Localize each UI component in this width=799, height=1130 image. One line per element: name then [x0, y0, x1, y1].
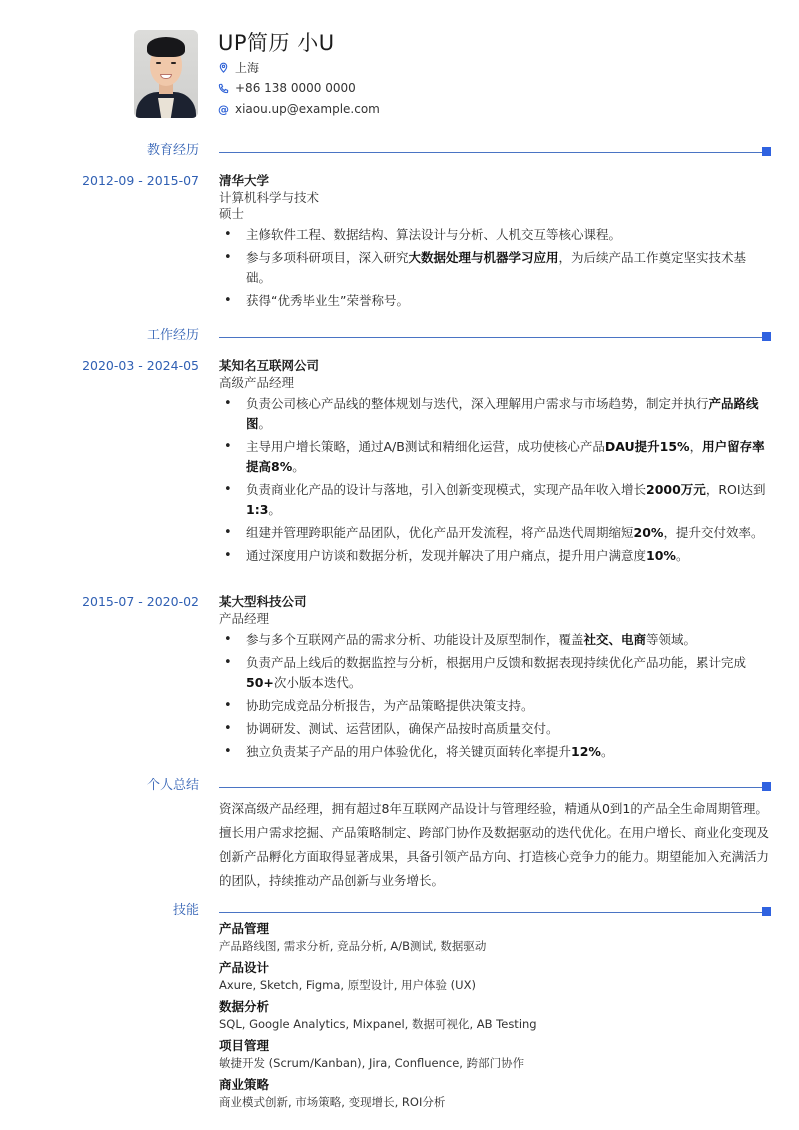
skill-name: 数据分析 [219, 999, 270, 1014]
contact-email [218, 99, 380, 119]
section-divider [219, 152, 769, 153]
resume-header [134, 30, 380, 120]
section-education-header [0, 141, 799, 161]
skill-group [219, 959, 771, 993]
bullet-item: • 参与多个互联网产品的需求分析、功能设计及原型制作，覆盖社交、电商等领域。 [219, 630, 771, 650]
company-name: 某大型科技公司 [219, 594, 307, 609]
bullet-item: • 主修软件工程、数据结构、算法设计与分析、人机交互等核心课程。 [219, 225, 771, 245]
section-end-marker [762, 907, 771, 916]
skill-name: 项目管理 [219, 1038, 270, 1053]
school-name: 清华大学 [219, 173, 270, 188]
skill-items: Axure, Sketch, Figma, 原型设计, 用户体验 (UX) [219, 978, 476, 992]
entry-date: 2015-07 - 2020-02 [82, 594, 199, 609]
section-divider [219, 787, 769, 788]
skill-items: SQL, Google Analytics, Mixpanel, 数据可视化, AB Testing [219, 1017, 537, 1031]
summary-text: 资深高级产品经理，拥有超过8年互联网产品设计与管理经验，精通从0到1的产品全生命周期管理。擅长用户需求挖掘、产品策略制定、跨部门协作及数据驱动的迭代优化。在用户增长、商业化变现及创新产品孵化方面取得显著成果，具备引领产品方向、打造核心竞争力的能力。期望能加入充满活力的团队，持续推动产品创新与业务增长。 [219, 801, 770, 888]
skill-items: 产品路线图, 需求分析, 竞品分析, A/B测试, 数据驱动 [219, 939, 487, 953]
skill-items: 商业模式创新, 市场策略, 变现增长, ROI分析 [219, 1095, 446, 1109]
bullet-item: • 主导用户增长策略，通过A/B测试和精细化运营，成功使核心产品DAU提升15%，用户留存率提高8%。 [219, 437, 771, 477]
bullet-item: • 独立负责某子产品的用户体验优化，将关键页面转化率提升12%。 [219, 742, 771, 762]
bullet-item: • 获得“优秀毕业生”荣誉称号。 [219, 291, 771, 311]
skills-list [219, 920, 771, 1115]
profile-photo [134, 30, 198, 118]
section-skills-header [0, 901, 799, 921]
skill-name: 产品管理 [219, 921, 270, 936]
phone-text: +86 138 0000 0000 [235, 81, 356, 95]
section-end-marker [762, 147, 771, 156]
job-title: 产品经理 [219, 611, 270, 626]
location-pin-icon [218, 62, 229, 73]
degree: 硕士 [219, 206, 245, 221]
bullet-item: • 负责公司核心产品线的整体规划与迭代，深入理解用户需求与市场趋势，制定并执行产品路线图。 [219, 394, 771, 434]
contact-phone [218, 78, 380, 98]
skill-name: 产品设计 [219, 960, 270, 975]
email-text[interactable]: xiaou.up@example.com [235, 102, 380, 116]
location-text: 上海 [235, 60, 260, 75]
entry-date: 2020-03 - 2024-05 [82, 358, 199, 373]
skill-group [219, 1076, 771, 1110]
section-title: 工作经历 [146, 328, 199, 343]
bullet-item: • 负责产品上线后的数据监控与分析，根据用户反馈和数据表现持续优化产品功能，累计完成50+次小版本迭代。 [219, 653, 771, 693]
skill-items: 敏捷开发 (Scrum/Kanban), Jira, Confluence, 跨部门协作 [219, 1056, 525, 1070]
candidate-name: UP简历 小U [218, 31, 335, 55]
skill-group [219, 998, 771, 1032]
bullet-item: • 组建并管理跨职能产品团队，优化产品开发流程，将产品迭代周期缩短20%，提升交付效率。 [219, 523, 771, 543]
bullet-item: • 协助完成竞品分析报告，为产品策略提供决策支持。 [219, 696, 771, 716]
section-end-marker [762, 332, 771, 341]
section-title: 技能 [172, 903, 199, 918]
section-divider [219, 337, 769, 338]
section-title: 教育经历 [146, 143, 199, 158]
skill-group [219, 920, 771, 954]
phone-icon [218, 83, 229, 94]
bullet-list [219, 225, 771, 311]
bullet-item: • 负责商业化产品的设计与落地，引入创新变现模式，实现产品年收入增长2000万元，ROI达到1:3。 [219, 480, 771, 520]
bullet-item: • 协调研发、测试、运营团队，确保产品按时高质量交付。 [219, 719, 771, 739]
bullet-item: • 参与多项科研项目，深入研究大数据处理与机器学习应用，为后续产品工作奠定坚实技术基础。 [219, 248, 771, 288]
job-title: 高级产品经理 [219, 375, 295, 390]
major: 计算机科学与技术 [219, 190, 320, 205]
header-info [218, 30, 380, 120]
company-name: 某知名互联网公司 [219, 358, 320, 373]
section-title: 个人总结 [146, 778, 199, 793]
entry-date: 2012-09 - 2015-07 [82, 173, 199, 188]
section-summary-header [0, 776, 799, 796]
section-end-marker [762, 782, 771, 791]
bullet-list [219, 394, 771, 566]
skill-group [219, 1037, 771, 1071]
bullet-item: • 通过深度用户访谈和数据分析，发现并解决了用户痛点，提升用户满意度10%。 [219, 546, 771, 566]
at-icon: @ [218, 102, 229, 116]
skill-name: 商业策略 [219, 1077, 270, 1092]
contact-location [218, 57, 380, 77]
bullet-list [219, 630, 771, 762]
section-divider [219, 912, 769, 913]
section-work-header [0, 326, 799, 346]
